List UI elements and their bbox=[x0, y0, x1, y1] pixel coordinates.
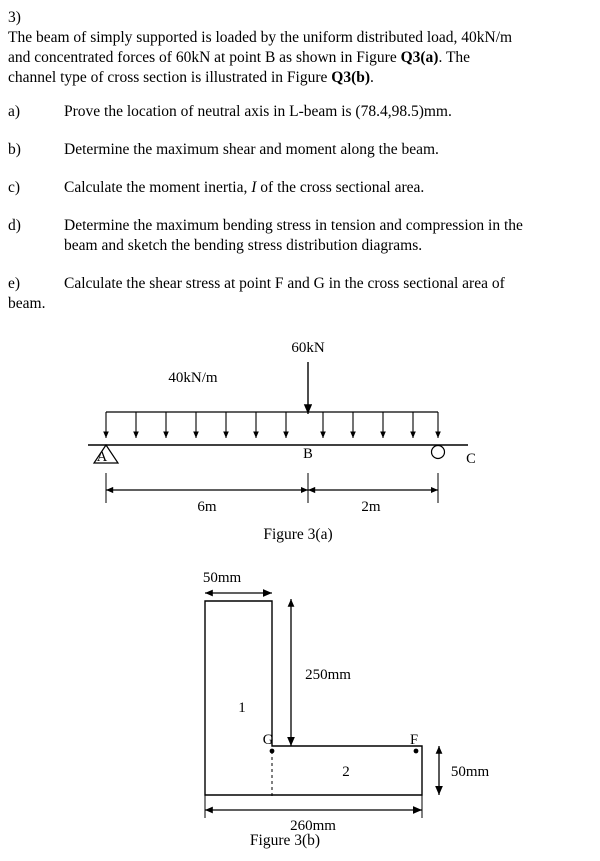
label-dim-250mm: 250mm bbox=[305, 667, 351, 683]
intro-line-1: The beam of simply supported is loaded by the uniform distributed load, 40kN/m bbox=[8, 29, 513, 46]
l-section-outline bbox=[205, 601, 422, 795]
intro-line-4: channel type of cross section is illustrated in Figure bbox=[8, 69, 332, 86]
question-marker-b: b) bbox=[8, 141, 21, 158]
question-item-d bbox=[8, 216, 588, 256]
question-text-e-line2: beam. bbox=[8, 295, 46, 312]
question-text-c-post: of the cross sectional area. bbox=[256, 179, 425, 196]
intro-paragraph bbox=[8, 28, 588, 88]
label-dim-6m: 6m bbox=[197, 499, 217, 515]
question-marker-a: a) bbox=[8, 103, 21, 120]
question-text-a: Prove the location of neutral axis in L-beam is (78.4,98.5)mm. bbox=[64, 103, 452, 120]
symbol-moment-of-inertia: I bbox=[251, 179, 257, 196]
figure-3a-caption: Figure 3(a) bbox=[263, 526, 333, 543]
intro-line-3: . The bbox=[438, 49, 471, 66]
figure-3a bbox=[78, 330, 518, 555]
question-marker-c: c) bbox=[8, 179, 21, 196]
intro-line-2: and concentrated forces of 60kN at point B as shown in Figure bbox=[8, 49, 401, 66]
label-point-g: G bbox=[262, 732, 274, 748]
question-text-block bbox=[8, 8, 588, 332]
question-number: 3) bbox=[8, 9, 21, 26]
label-dim-260mm: 260mm bbox=[290, 818, 336, 834]
label-dim-50mm-top: 50mm bbox=[202, 570, 242, 586]
beam-diagram-svg bbox=[78, 330, 518, 530]
question-marker-d: d) bbox=[8, 217, 21, 234]
intro-line-5: . bbox=[370, 69, 374, 86]
label-point-b: B bbox=[303, 446, 313, 462]
point-f-marker bbox=[414, 749, 419, 754]
label-point-a: A bbox=[96, 449, 108, 465]
roller-support-c bbox=[432, 446, 445, 459]
label-60kn: 60kN bbox=[291, 340, 325, 356]
label-point-c: C bbox=[466, 451, 476, 467]
label-dim-2m: 2m bbox=[361, 499, 381, 515]
question-text-c-pre: Calculate the moment inertia, bbox=[64, 179, 252, 196]
question-item-e bbox=[8, 274, 588, 314]
label-part-1: 1 bbox=[238, 700, 246, 716]
figure-ref-a: Q3(a) bbox=[400, 49, 439, 66]
question-marker-e: e) bbox=[8, 275, 21, 292]
figure-3b-caption: Figure 3(b) bbox=[249, 832, 321, 849]
figure-ref-b: Q3(b) bbox=[331, 69, 371, 86]
label-dim-50mm-bottom: 50mm bbox=[450, 764, 490, 780]
udl-arrows bbox=[106, 412, 438, 438]
question-text-d-line1: Determine the maximum bending stress in tension and compression in the bbox=[64, 217, 523, 234]
question-item-a bbox=[8, 102, 588, 122]
question-item-b bbox=[8, 140, 588, 160]
label-part-2: 2 bbox=[342, 764, 350, 780]
cross-section-svg bbox=[150, 565, 530, 835]
label-point-f: F bbox=[409, 732, 419, 748]
question-text-d-line2: beam and sketch the bending stress distribution diagrams. bbox=[64, 237, 423, 254]
question-text-e-line1: Calculate the shear stress at point F and G in the cross sectional area of bbox=[64, 275, 505, 292]
question-text-b: Determine the maximum shear and moment along the beam. bbox=[64, 141, 439, 158]
label-40knm: 40kN/m bbox=[168, 370, 218, 386]
question-item-c bbox=[8, 178, 588, 198]
figure-3b bbox=[150, 565, 530, 855]
